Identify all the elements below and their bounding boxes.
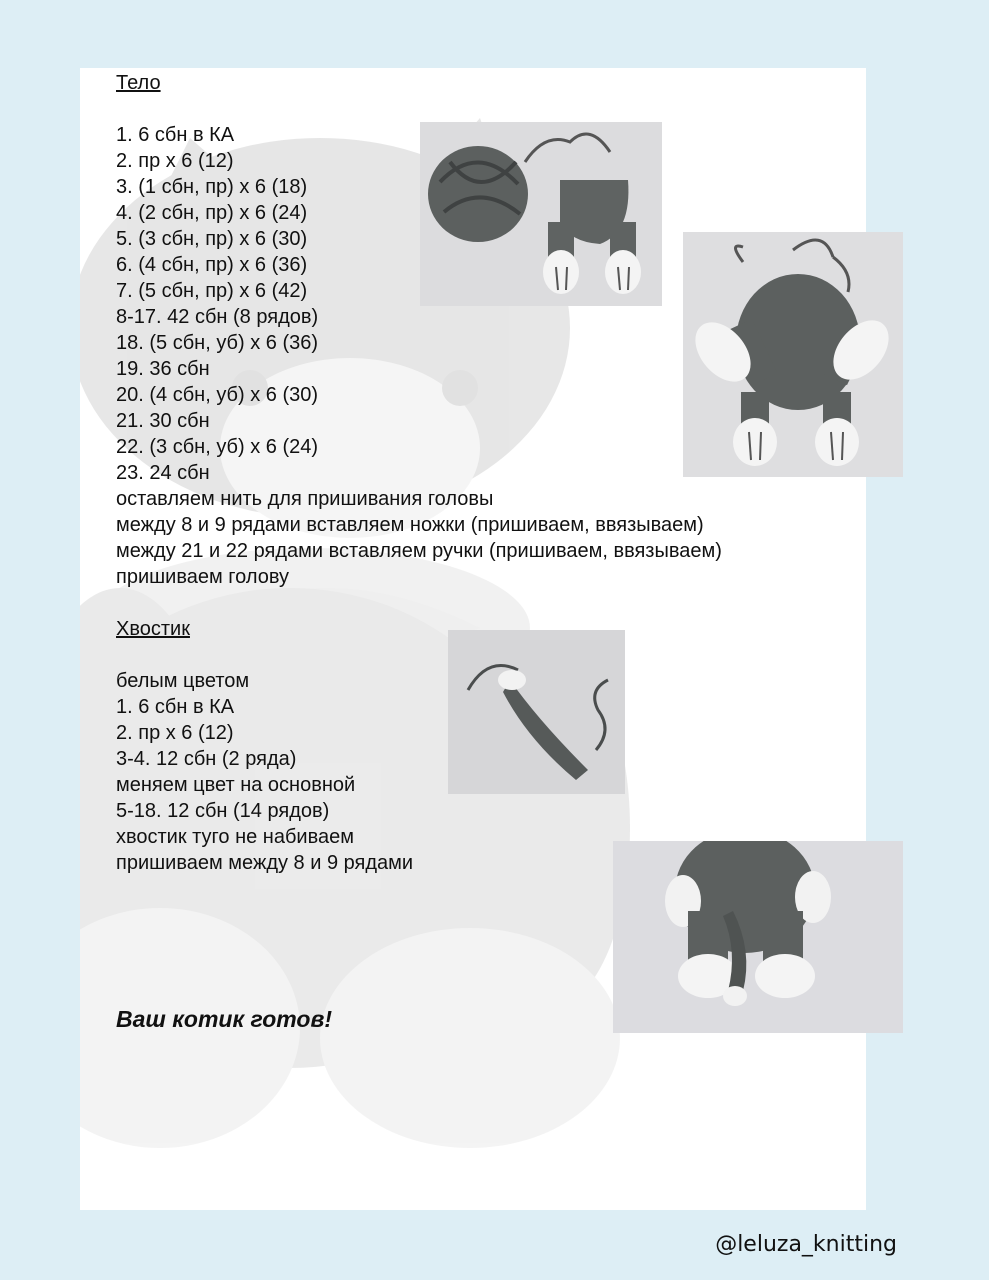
- photo-body-with-tail: [613, 841, 903, 1033]
- tail-heading: Хвостик: [116, 618, 190, 640]
- instruction-line: между 8 и 9 рядами вставляем ножки (пришиваем, ввязываем): [116, 514, 704, 536]
- blank-line: [116, 642, 413, 668]
- instruction-line: 5. (3 сбн, пр) х 6 (30): [116, 228, 308, 250]
- instruction-line: белым цветом: [116, 670, 250, 692]
- instruction-line: 6. (4 сбн, пр) х 6 (36): [116, 254, 308, 276]
- instruction-line: пришиваем между 8 и 9 рядами: [116, 852, 414, 874]
- instruction-line: между 21 и 22 рядами вставляем ручки (пришиваем, ввязываем): [116, 540, 722, 562]
- instruction-line: 2. пр х 6 (12): [116, 722, 234, 744]
- instruction-line: 21. 30 сбн: [116, 410, 210, 432]
- footer-handle: @leluza_knitting: [715, 1232, 897, 1257]
- instruction-line: 7. (5 сбн, пр) х 6 (42): [116, 280, 308, 302]
- instruction-line: пришиваем голову: [116, 566, 290, 588]
- instruction-line: 3-4. 12 сбн (2 ряда): [116, 748, 297, 770]
- instruction-line: 20. (4 сбн, уб) х 6 (30): [116, 384, 319, 406]
- instruction-line: 2. пр х 6 (12): [116, 150, 234, 172]
- blank-line: [116, 96, 722, 122]
- instruction-line: хвостик туго не набиваем: [116, 826, 354, 848]
- tail-section: [116, 616, 413, 876]
- instruction-line: оставляем нить для пришивания головы: [116, 488, 494, 510]
- photo-body-with-yarn-ball: [420, 122, 662, 306]
- body-heading: Тело: [116, 72, 161, 94]
- instruction-line: 8-17. 42 сбн (8 рядов): [116, 306, 319, 328]
- instruction-line: меняем цвет на основной: [116, 774, 356, 796]
- instruction-line: 4. (2 сбн, пр) х 6 (24): [116, 202, 308, 224]
- photo-tail: [448, 630, 625, 794]
- instruction-line: 18. (5 сбн, уб) х 6 (36): [116, 332, 319, 354]
- instruction-line: 22. (3 сбн, уб) х 6 (24): [116, 436, 319, 458]
- instruction-line: 3. (1 сбн, пр) х 6 (18): [116, 176, 308, 198]
- instruction-line: 19. 36 сбн: [116, 358, 210, 380]
- instruction-line: 1. 6 сбн в КА: [116, 696, 235, 718]
- instruction-line: 1. 6 сбн в КА: [116, 124, 235, 146]
- instruction-line: 23. 24 сбн: [116, 462, 210, 484]
- instruction-line: 5-18. 12 сбн (14 рядов): [116, 800, 330, 822]
- final-text: Ваш котик готов!: [116, 1006, 332, 1032]
- photo-body-with-legs: [683, 232, 903, 477]
